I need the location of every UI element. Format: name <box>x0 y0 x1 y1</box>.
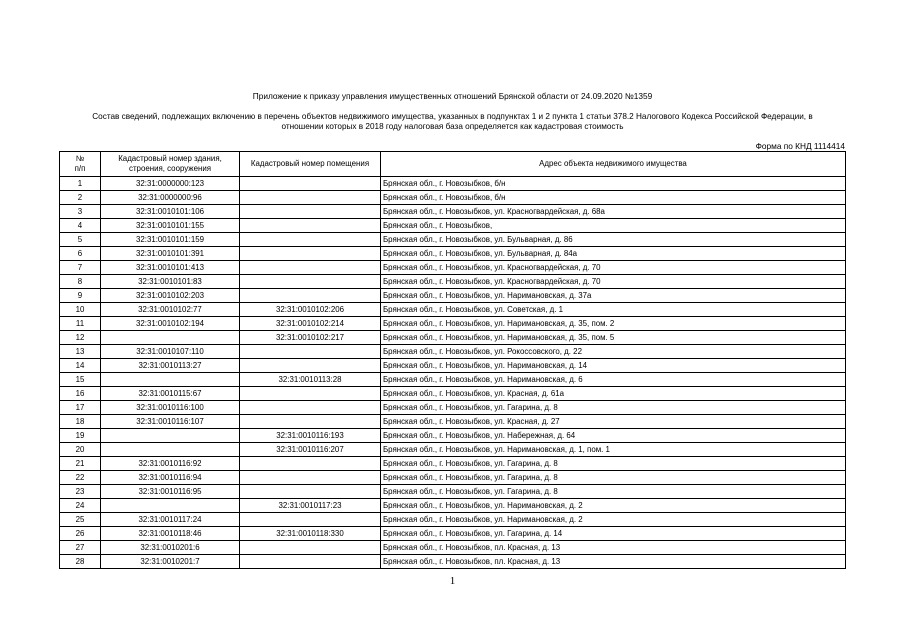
building-cadastral-cell: 32:31:0010102:77 <box>101 303 240 317</box>
table-row <box>60 541 846 555</box>
building-cadastral-cell: 32:31:0010201:7 <box>101 555 240 569</box>
room-cadastral-cell <box>240 289 381 303</box>
room-cadastral-cell <box>240 387 381 401</box>
address-cell: Брянская обл., г. Новозыбков, б/н <box>381 191 846 205</box>
row-number-cell: 22 <box>60 471 101 485</box>
header-row-number-line-2: п/п <box>74 164 86 173</box>
table-row <box>60 233 846 247</box>
building-cadastral-cell: 32:31:0010102:203 <box>101 289 240 303</box>
row-number-cell: 7 <box>60 261 101 275</box>
room-cadastral-cell: 32:31:0010102:206 <box>240 303 381 317</box>
table-header-row <box>60 152 846 177</box>
address-cell: Брянская обл., г. Новозыбков, пл. Красная, д. 13 <box>381 555 846 569</box>
table-row <box>60 331 846 345</box>
building-cadastral-cell: 32:31:0010101:106 <box>101 205 240 219</box>
header-building-line-1: Кадастровый номер здания, <box>118 154 222 163</box>
row-number-cell: 9 <box>60 289 101 303</box>
table-row <box>60 275 846 289</box>
building-cadastral-cell: 32:31:0010101:83 <box>101 275 240 289</box>
room-cadastral-cell: 32:31:0010118:330 <box>240 527 381 541</box>
address-cell: Брянская обл., г. Новозыбков, ул. Наримановская, д. 37а <box>381 289 846 303</box>
header-row-number-line-1: № <box>75 154 85 163</box>
building-cadastral-cell <box>101 443 240 457</box>
building-cadastral-cell: 32:31:0010118:46 <box>101 527 240 541</box>
row-number-cell: 28 <box>60 555 101 569</box>
table-row <box>60 443 846 457</box>
building-cadastral-cell: 32:31:0010101:391 <box>101 247 240 261</box>
table-row <box>60 527 846 541</box>
row-number-cell: 27 <box>60 541 101 555</box>
row-number-cell: 8 <box>60 275 101 289</box>
row-number-cell: 21 <box>60 457 101 471</box>
row-number-cell: 5 <box>60 233 101 247</box>
table-row <box>60 289 846 303</box>
table-row <box>60 247 846 261</box>
room-cadastral-cell: 32:31:0010102:217 <box>240 331 381 345</box>
address-cell: Брянская обл., г. Новозыбков, ул. Наримановская, д. 35, пом. 5 <box>381 331 846 345</box>
room-cadastral-cell <box>240 275 381 289</box>
row-number-cell: 10 <box>60 303 101 317</box>
property-registry-table <box>59 151 846 569</box>
table-row <box>60 387 846 401</box>
address-cell: Брянская обл., г. Новозыбков, ул. Бульварная, д. 84а <box>381 247 846 261</box>
address-cell: Брянская обл., г. Новозыбков, ул. Наримановская, д. 1, пом. 1 <box>381 443 846 457</box>
building-cadastral-cell: 32:31:0010101:159 <box>101 233 240 247</box>
table-row <box>60 317 846 331</box>
header-room-cadastral: Кадастровый номер помещения <box>240 152 381 177</box>
table-row <box>60 219 846 233</box>
address-cell: Брянская обл., г. Новозыбков, ул. Наримановская, д. 6 <box>381 373 846 387</box>
address-cell: Брянская обл., г. Новозыбков, ул. Красногвардейская, д. 68а <box>381 205 846 219</box>
composition-line-2: отношении которых в 2018 году налоговая база определяется как кадастровая стоимость <box>281 122 624 131</box>
room-cadastral-cell <box>240 513 381 527</box>
row-number-cell: 20 <box>60 443 101 457</box>
room-cadastral-cell <box>240 261 381 275</box>
address-cell: Брянская обл., г. Новозыбков, ул. Красная, д. 61а <box>381 387 846 401</box>
address-cell: Брянская обл., г. Новозыбков, ул. Советская, д. 1 <box>381 303 846 317</box>
address-cell: Брянская обл., г. Новозыбков, ул. Гагарина, д. 8 <box>381 457 846 471</box>
building-cadastral-cell: 32:31:0010113:27 <box>101 359 240 373</box>
room-cadastral-cell <box>240 541 381 555</box>
building-cadastral-cell: 32:31:0010116:95 <box>101 485 240 499</box>
row-number-cell: 13 <box>60 345 101 359</box>
building-cadastral-cell: 32:31:0010107:110 <box>101 345 240 359</box>
table-row <box>60 457 846 471</box>
table-row <box>60 485 846 499</box>
row-number-cell: 24 <box>60 499 101 513</box>
building-cadastral-cell: 32:31:0010116:94 <box>101 471 240 485</box>
table-row <box>60 359 846 373</box>
row-number-cell: 4 <box>60 219 101 233</box>
room-cadastral-cell <box>240 457 381 471</box>
row-number-cell: 3 <box>60 205 101 219</box>
room-cadastral-cell <box>240 247 381 261</box>
room-cadastral-cell: 32:31:0010102:214 <box>240 317 381 331</box>
address-cell: Брянская обл., г. Новозыбков, ул. Красная, д. 27 <box>381 415 846 429</box>
building-cadastral-cell: 32:31:0010116:100 <box>101 401 240 415</box>
table-row <box>60 513 846 527</box>
address-cell: Брянская обл., г. Новозыбков, пл. Красная, д. 13 <box>381 541 846 555</box>
header-row-number <box>60 152 101 177</box>
address-cell: Брянская обл., г. Новозыбков, ул. Наримановская, д. 2 <box>381 513 846 527</box>
address-cell: Брянская обл., г. Новозыбков, ул. Гагарина, д. 8 <box>381 471 846 485</box>
room-cadastral-cell <box>240 191 381 205</box>
address-cell: Брянская обл., г. Новозыбков, ул. Набережная, д. 64 <box>381 429 846 443</box>
row-number-cell: 18 <box>60 415 101 429</box>
header-building-cadastral <box>101 152 240 177</box>
building-cadastral-cell: 32:31:0010116:92 <box>101 457 240 471</box>
row-number-cell: 19 <box>60 429 101 443</box>
table-row <box>60 429 846 443</box>
table-row <box>60 303 846 317</box>
room-cadastral-cell <box>240 359 381 373</box>
row-number-cell: 14 <box>60 359 101 373</box>
building-cadastral-cell: 32:31:0010101:413 <box>101 261 240 275</box>
building-cadastral-cell <box>101 429 240 443</box>
room-cadastral-cell <box>240 219 381 233</box>
room-cadastral-cell <box>240 233 381 247</box>
row-number-cell: 1 <box>60 177 101 191</box>
building-cadastral-cell: 32:31:0010101:155 <box>101 219 240 233</box>
table-row <box>60 415 846 429</box>
address-cell: Брянская обл., г. Новозыбков, ул. Гагарина, д. 14 <box>381 527 846 541</box>
row-number-cell: 23 <box>60 485 101 499</box>
table-row <box>60 345 846 359</box>
row-number-cell: 11 <box>60 317 101 331</box>
building-cadastral-cell <box>101 499 240 513</box>
address-cell: Брянская обл., г. Новозыбков, ул. Красногвардейская, д. 70 <box>381 261 846 275</box>
address-cell: Брянская обл., г. Новозыбков, ул. Гагарина, д. 8 <box>381 485 846 499</box>
table-row <box>60 499 846 513</box>
row-number-cell: 12 <box>60 331 101 345</box>
address-cell: Брянская обл., г. Новозыбков, б/н <box>381 177 846 191</box>
building-cadastral-cell: 32:31:0000000:96 <box>101 191 240 205</box>
row-number-cell: 15 <box>60 373 101 387</box>
building-cadastral-cell: 32:31:0010201:6 <box>101 541 240 555</box>
address-cell: Брянская обл., г. Новозыбков, <box>381 219 846 233</box>
room-cadastral-cell <box>240 415 381 429</box>
table-row <box>60 205 846 219</box>
room-cadastral-cell <box>240 555 381 569</box>
address-cell: Брянская обл., г. Новозыбков, ул. Наримановская, д. 14 <box>381 359 846 373</box>
building-cadastral-cell <box>101 373 240 387</box>
row-number-cell: 6 <box>60 247 101 261</box>
table-row <box>60 401 846 415</box>
address-cell: Брянская обл., г. Новозыбков, ул. Красногвардейская, д. 70 <box>381 275 846 289</box>
building-cadastral-cell: 32:31:0010117:24 <box>101 513 240 527</box>
building-cadastral-cell: 32:31:0000000:123 <box>101 177 240 191</box>
building-cadastral-cell: 32:31:0010115:67 <box>101 387 240 401</box>
room-cadastral-cell: 32:31:0010113:28 <box>240 373 381 387</box>
building-cadastral-cell: 32:31:0010116:107 <box>101 415 240 429</box>
room-cadastral-cell <box>240 345 381 359</box>
header-address: Адрес объекта недвижимого имущества <box>381 152 846 177</box>
room-cadastral-cell: 32:31:0010116:193 <box>240 429 381 443</box>
composition-description <box>66 112 839 132</box>
room-cadastral-cell <box>240 205 381 219</box>
table-body <box>60 177 846 569</box>
page-number: 1 <box>449 575 456 587</box>
table-row <box>60 261 846 275</box>
table-row <box>60 191 846 205</box>
form-code: Форма по КНД 1114414 <box>755 141 845 151</box>
room-cadastral-cell <box>240 471 381 485</box>
table-row <box>60 471 846 485</box>
room-cadastral-cell <box>240 177 381 191</box>
room-cadastral-cell: 32:31:0010116:207 <box>240 443 381 457</box>
address-cell: Брянская обл., г. Новозыбков, ул. Наримановская, д. 2 <box>381 499 846 513</box>
row-number-cell: 17 <box>60 401 101 415</box>
address-cell: Брянская обл., г. Новозыбков, ул. Гагарина, д. 8 <box>381 401 846 415</box>
header-building-line-2: строения, сооружения <box>129 164 211 173</box>
building-cadastral-cell: 32:31:0010102:194 <box>101 317 240 331</box>
row-number-cell: 2 <box>60 191 101 205</box>
address-cell: Брянская обл., г. Новозыбков, ул. Рокоссовского, д. 22 <box>381 345 846 359</box>
address-cell: Брянская обл., г. Новозыбков, ул. Бульварная, д. 86 <box>381 233 846 247</box>
table-row <box>60 373 846 387</box>
order-title: Приложение к приказу управления имущественных отношений Брянской области от 24.09.2020 №1359 <box>252 91 653 101</box>
table-row <box>60 177 846 191</box>
room-cadastral-cell <box>240 401 381 415</box>
row-number-cell: 25 <box>60 513 101 527</box>
composition-line-1: Состав сведений, подлежащих включению в перечень объектов недвижимого имущества, указанных в подпунктах 1 и 2 пункта 1 статьи 378.2 Налогового Кодекса Российской Федерации, в <box>92 112 813 121</box>
room-cadastral-cell: 32:31:0010117:23 <box>240 499 381 513</box>
address-cell: Брянская обл., г. Новозыбков, ул. Наримановская, д. 35, пом. 2 <box>381 317 846 331</box>
row-number-cell: 26 <box>60 527 101 541</box>
room-cadastral-cell <box>240 485 381 499</box>
table-row <box>60 555 846 569</box>
building-cadastral-cell <box>101 331 240 345</box>
row-number-cell: 16 <box>60 387 101 401</box>
